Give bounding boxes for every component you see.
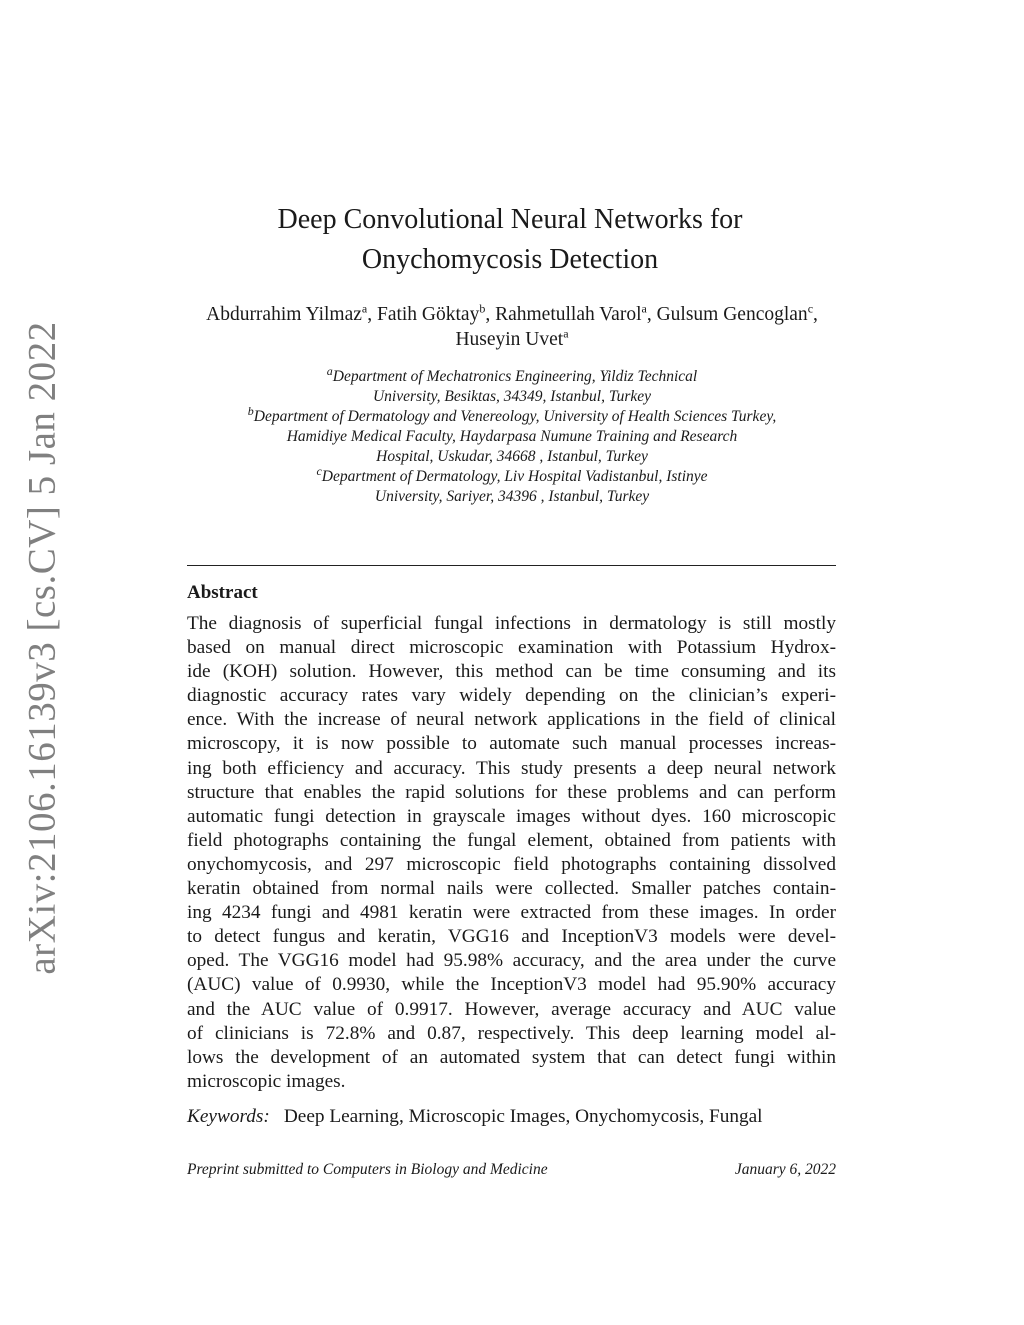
- abstract-line: lows the development of an automated system that can detect fungi within: [187, 1046, 836, 1068]
- abstract-line: ence. With the increase of neural network applications in the field of clinical: [187, 709, 836, 731]
- abstract-body: [187, 612, 836, 1094]
- abstract-line: microscopy, it is now possible to automate such manual processes increas-: [187, 733, 836, 755]
- abstract-line: onychomycosis, and 297 microscopic field photographs containing dissolved: [187, 853, 836, 875]
- abstract-section: [187, 580, 836, 1094]
- page-footer: [187, 1160, 836, 1180]
- author: Gulsum Gencoglan$^c$,: [656, 301, 818, 325]
- keywords: [187, 1105, 836, 1129]
- abstract-line: microscopic images.: [187, 1070, 346, 1092]
- affiliation-c: $^c$Department of Dermatology, Liv Hospital Vadistanbul, Istinye University, Sariyer, 34396 , Istanbul, Turkey: [316, 463, 708, 505]
- abstract-line: ing both efficiency and accuracy. This study presents a deep neural network: [187, 757, 836, 779]
- abstract-heading: Abstract: [187, 582, 258, 603]
- abstract-line: ing 4234 fungi and 4981 keratin were extracted from these images. In order: [187, 902, 836, 924]
- abstract-line: The diagnosis of superficial fungal infections in dermatology is still mostly: [187, 613, 836, 634]
- abstract-line: diagnostic accuracy rates vary widely depending on the clinician’s experi-: [187, 685, 836, 707]
- abstract-line: (AUC) value of 0.9930, while the InceptionV3 model had 95.90% accuracy: [187, 974, 836, 996]
- abstract-line: oped. The VGG16 model had 95.98% accuracy, and the area under the curve: [187, 950, 836, 972]
- abstract-line: ide (KOH) solution. However, this method can be time consuming and its: [187, 661, 836, 683]
- abstract-divider: [187, 565, 836, 566]
- arxiv-identifier-stamp: arXiv:2106.16139v3 [cs.CV] 5 Jan 2022: [20, 321, 64, 975]
- keywords-label: Keywords:: [187, 1106, 270, 1127]
- abstract-line: to detect fungus and keratin, VGG16 and InceptionV3 models were devel-: [187, 926, 836, 948]
- title-line-1: Deep Convolutional Neural Networks for: [277, 204, 743, 235]
- affiliation-b: $^b$Department of Dermatology and Venereology, University of Health Sciences Turkey, Hamidiye Medical Faculty, Haydarpasa Numune Training and Research Hospital, Uskudar, 34668 , Istanbul, Turkey: [247, 403, 777, 465]
- affiliation-a: $^a$Department of Mechatronics Engineering, Yildiz Technical University, Besiktas, 34349, Istanbul, Turkey: [326, 363, 698, 405]
- abstract-line: and the AUC value of 0.9917. However, average accuracy and AUC value: [187, 998, 836, 1020]
- abstract-line: structure that enables the rapid solutions for these problems and can perform: [187, 781, 836, 803]
- paper-title: [200, 200, 820, 280]
- author: Huseyin Uvet$^a$: [455, 326, 569, 350]
- title-line-2: Onychomycosis Detection: [361, 244, 659, 275]
- author: Fatih Göktay$^b$,: [376, 301, 496, 325]
- author: Rahmetullah Varol$^a$,: [495, 301, 657, 325]
- author-list: [190, 302, 834, 352]
- abstract-line: field photographs containing the fungal element, obtained from patients with: [187, 829, 836, 851]
- footer-submission-note: Preprint submitted to Computers in Biology and Medicine: [187, 1161, 548, 1178]
- abstract-line: of clinicians is 72.8% and 0.87, respectively. This deep learning model al-: [187, 1022, 836, 1044]
- abstract-line: automatic fungi detection in grayscale images without dyes. 160 microscopic: [187, 805, 836, 827]
- footer-date: January 6, 2022: [734, 1161, 836, 1178]
- affiliation-list: [190, 363, 834, 507]
- abstract-line: based on manual direct microscopic examination with Potassium Hydrox-: [187, 637, 836, 659]
- abstract-line: keratin obtained from normal nails were collected. Smaller patches contain-: [187, 878, 836, 900]
- author: Abdurrahim Yilmaz$^a$,: [206, 301, 377, 325]
- keywords-text: Deep Learning, Microscopic Images, Onychomycosis, Fungal: [283, 1106, 763, 1127]
